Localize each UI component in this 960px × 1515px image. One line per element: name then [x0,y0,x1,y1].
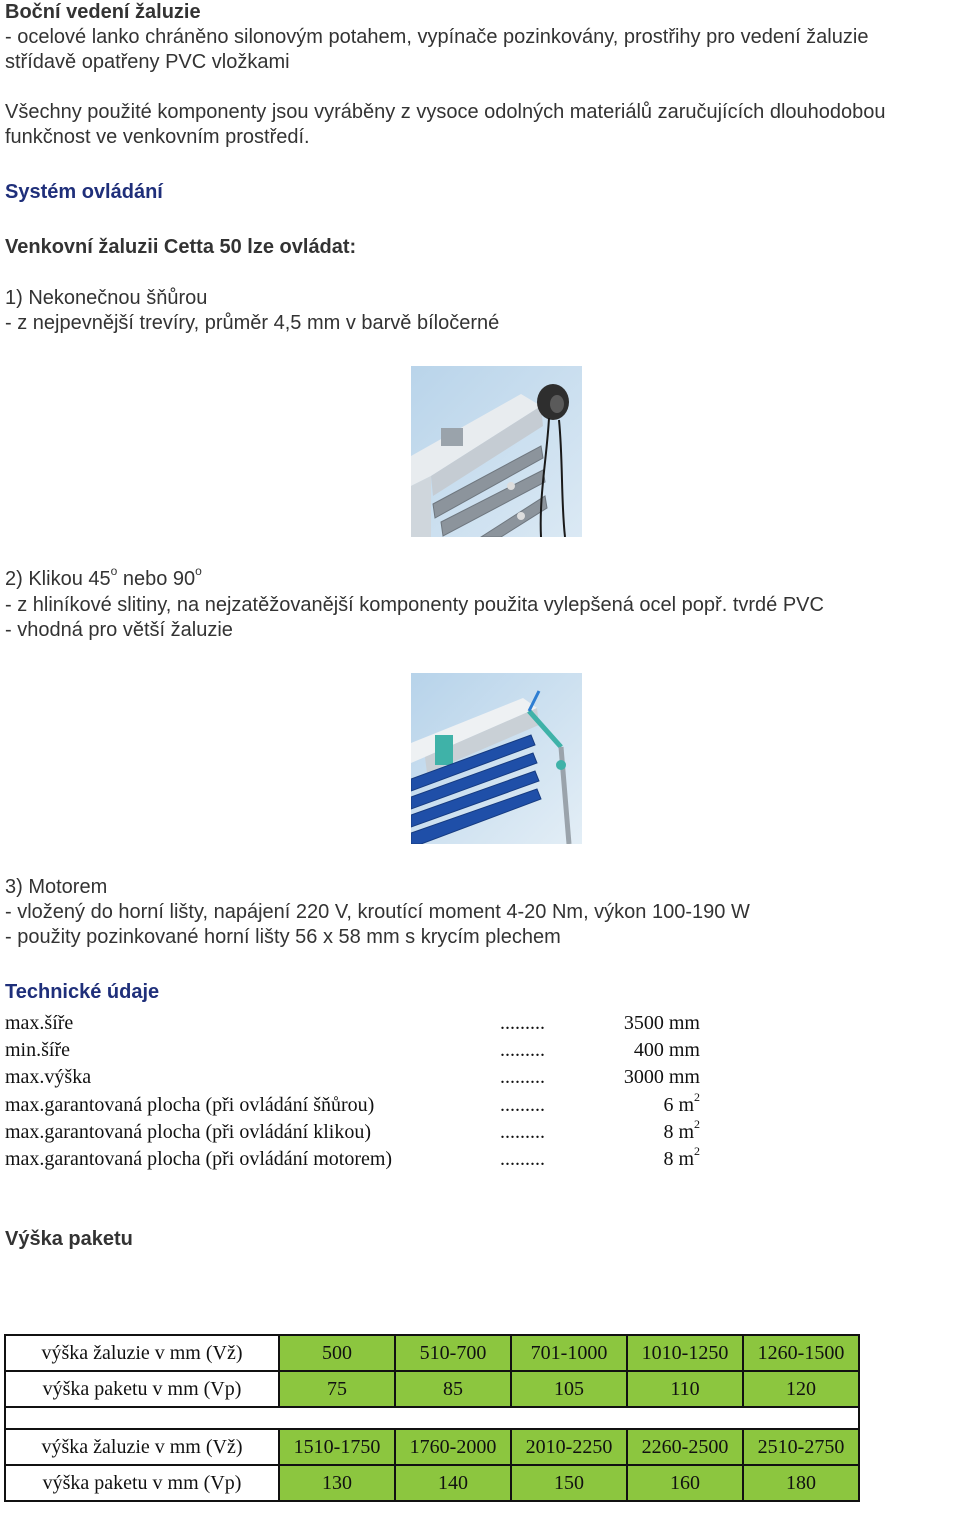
tech-row-value: 8 $m^2$ [663,1117,700,1143]
side-guides-heading: Boční vedení žaluzie [5,1,201,23]
package-height-heading: Výška paketu [5,1228,133,1250]
table-cell: 1760-2000 [395,1429,511,1465]
tech-row-dots: ......... [500,1039,545,1061]
table-cell: 130 [279,1465,395,1501]
table-cell: 180 [743,1465,859,1501]
tech-row-dots: ......... [500,1094,545,1116]
table-row-label: výška žaluzie v mm (Vž) [5,1335,279,1371]
durability-line-2: funkčnost ve venkovním prostředí. [5,126,310,148]
durability-line-1: Všechny použité komponenty jsou vyráběny z vysoce odolných materiálů zaručujících dlouhodobou [5,101,886,123]
tech-row-label: max.šíře [5,1012,74,1034]
tech-row-dots: ......... [500,1121,545,1143]
option-motor-desc-2: - použity pozinkované horní lišty 56 x 58 mm s krycím plechem [5,926,561,948]
tech-row-value: 8 $m^2$ [663,1144,700,1170]
option-cord-desc: - z nejpevnější trevíry, průměr 4,5 mm v barvě bíločerné [5,312,500,334]
table-cell: 1510-1750 [279,1429,395,1465]
table-cell: 1260-1500 [743,1335,859,1371]
control-system-subheading: Venkovní žaluzii Cetta 50 lze ovládat: [5,236,357,258]
tech-row-dots: ......... [500,1148,545,1170]
option-crank-desc-2: - vhodná pro větší žaluzie [5,619,233,641]
option-cord-title: 1) Nekonečnou šňůrou [5,287,208,309]
crank-control-photo [411,673,582,844]
tech-row-label: max.garantovaná plocha (při ovládání klikou) [5,1121,371,1143]
side-guides-line-1: - ocelové lanko chráněno silonovým potahem, vypínače pozinkovány, prostřihy pro vedení žaluzie [5,26,869,48]
tech-row-dots: ......... [500,1066,545,1088]
tech-row-label: max.garantovaná plocha (při ovládání motorem) [5,1148,393,1170]
table-cell: 75 [279,1371,395,1407]
tech-row-value: 6 $m^2$ [663,1090,700,1116]
table-row-label: výška žaluzie v mm (Vž) [5,1429,279,1465]
option-motor-title: 3) Motorem [5,876,108,898]
table-row [5,1465,859,1501]
table-cell: 2510-2750 [743,1429,859,1465]
table-cell: 110 [627,1371,743,1407]
side-guides-line-2: střídavě opatřeny PVC vložkami [5,51,290,73]
table-row-label: výška paketu v mm (Vp) [5,1371,279,1407]
table-cell: 701-1000 [511,1335,627,1371]
option-crank-desc-1: - z hliníkové slitiny, na nejzatěžovanější komponenty použita vylepšená ocel popř. tvrdé PVC [5,594,824,616]
table-row [5,1371,859,1407]
option-motor-desc-1: - vložený do horní lišty, napájení 220 V, kroutící moment 4-20 Nm, výkon 100-190 W [5,901,750,923]
table-cell: 500 [279,1335,395,1371]
tech-row-label: max.výška [5,1066,92,1088]
tech-row-value: 400 mm [633,1039,700,1061]
tech-row-label: min.šíře [5,1039,70,1061]
table-cell: 140 [395,1465,511,1501]
table-cell: 120 [743,1371,859,1407]
table-cell: 2260-2500 [627,1429,743,1465]
table-cell: 85 [395,1371,511,1407]
tech-row-dots: ......... [500,1012,545,1034]
table-row [5,1429,859,1465]
table-cell: 1010-1250 [627,1335,743,1371]
tech-row-value: 3500 mm [623,1012,700,1034]
package-height-table [4,1334,860,1502]
table-cell: 160 [627,1465,743,1501]
table-spacer [5,1407,859,1429]
cord-control-photo [411,366,582,537]
table-spacer-row [5,1407,859,1429]
table-cell: 150 [511,1465,627,1501]
option-crank-title: 2) Klikou 45$^o$ nebo 90$^o$ [5,564,202,590]
table-cell: 510-700 [395,1335,511,1371]
control-system-heading: Systém ovládání [5,181,163,203]
table-cell: 105 [511,1371,627,1407]
table-row-label: výška paketu v mm (Vp) [5,1465,279,1501]
table-cell: 2010-2250 [511,1429,627,1465]
tech-row-label: max.garantovaná plocha (při ovládání šňůrou) [5,1094,375,1116]
table-row [5,1335,859,1371]
tech-row-value: 3000 mm [623,1066,700,1088]
tech-data-heading: Technické údaje [5,981,160,1003]
